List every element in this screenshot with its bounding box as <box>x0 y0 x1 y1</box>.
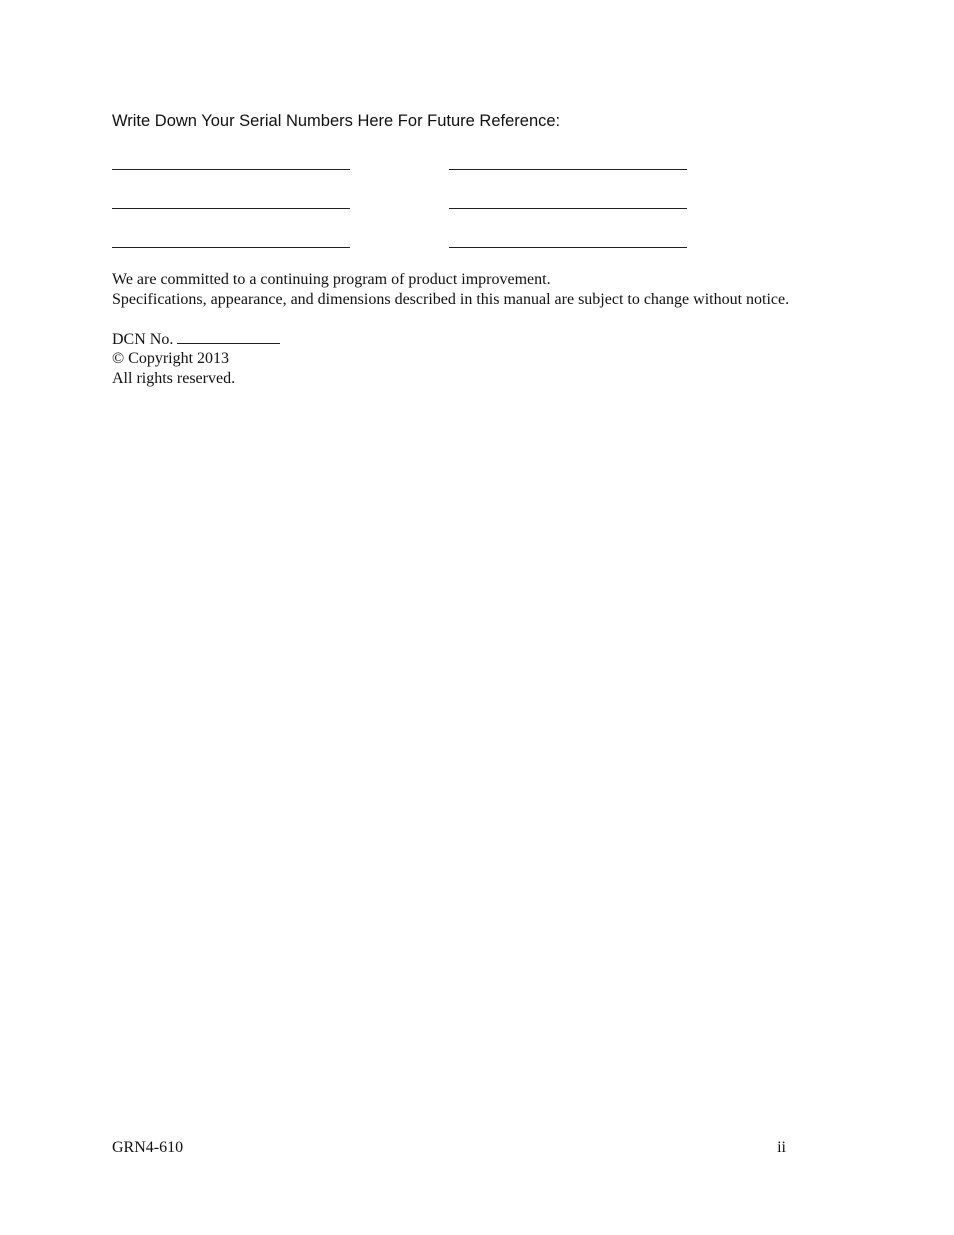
serial-numbers-heading: Write Down Your Serial Numbers Here For Future Reference: <box>112 112 561 130</box>
footer-model: GRN4-610 <box>112 1139 184 1156</box>
dcn-line <box>112 329 280 349</box>
serial-number-blank-2[interactable] <box>449 169 687 170</box>
dcn-number-blank[interactable] <box>177 329 280 344</box>
dcn-copyright-block <box>112 329 280 389</box>
notice-line-2: Specifications, appearance, and dimensions described in this manual are subject to change without notice. <box>112 291 790 308</box>
footer-page-number: ii <box>777 1139 786 1156</box>
serial-number-blank-1[interactable] <box>112 169 350 170</box>
serial-number-blank-3[interactable] <box>112 208 350 209</box>
dcn-label: DCN No. <box>112 331 174 348</box>
improvement-notice <box>112 270 789 310</box>
rights-line: All rights reserved. <box>112 370 236 387</box>
notice-line-1: We are committed to a continuing program of product improvement. <box>112 271 551 288</box>
serial-number-blank-4[interactable] <box>449 208 687 209</box>
serial-number-blank-6[interactable] <box>449 247 687 248</box>
serial-number-blank-5[interactable] <box>112 247 350 248</box>
copyright-line: © Copyright 2013 <box>112 350 230 367</box>
